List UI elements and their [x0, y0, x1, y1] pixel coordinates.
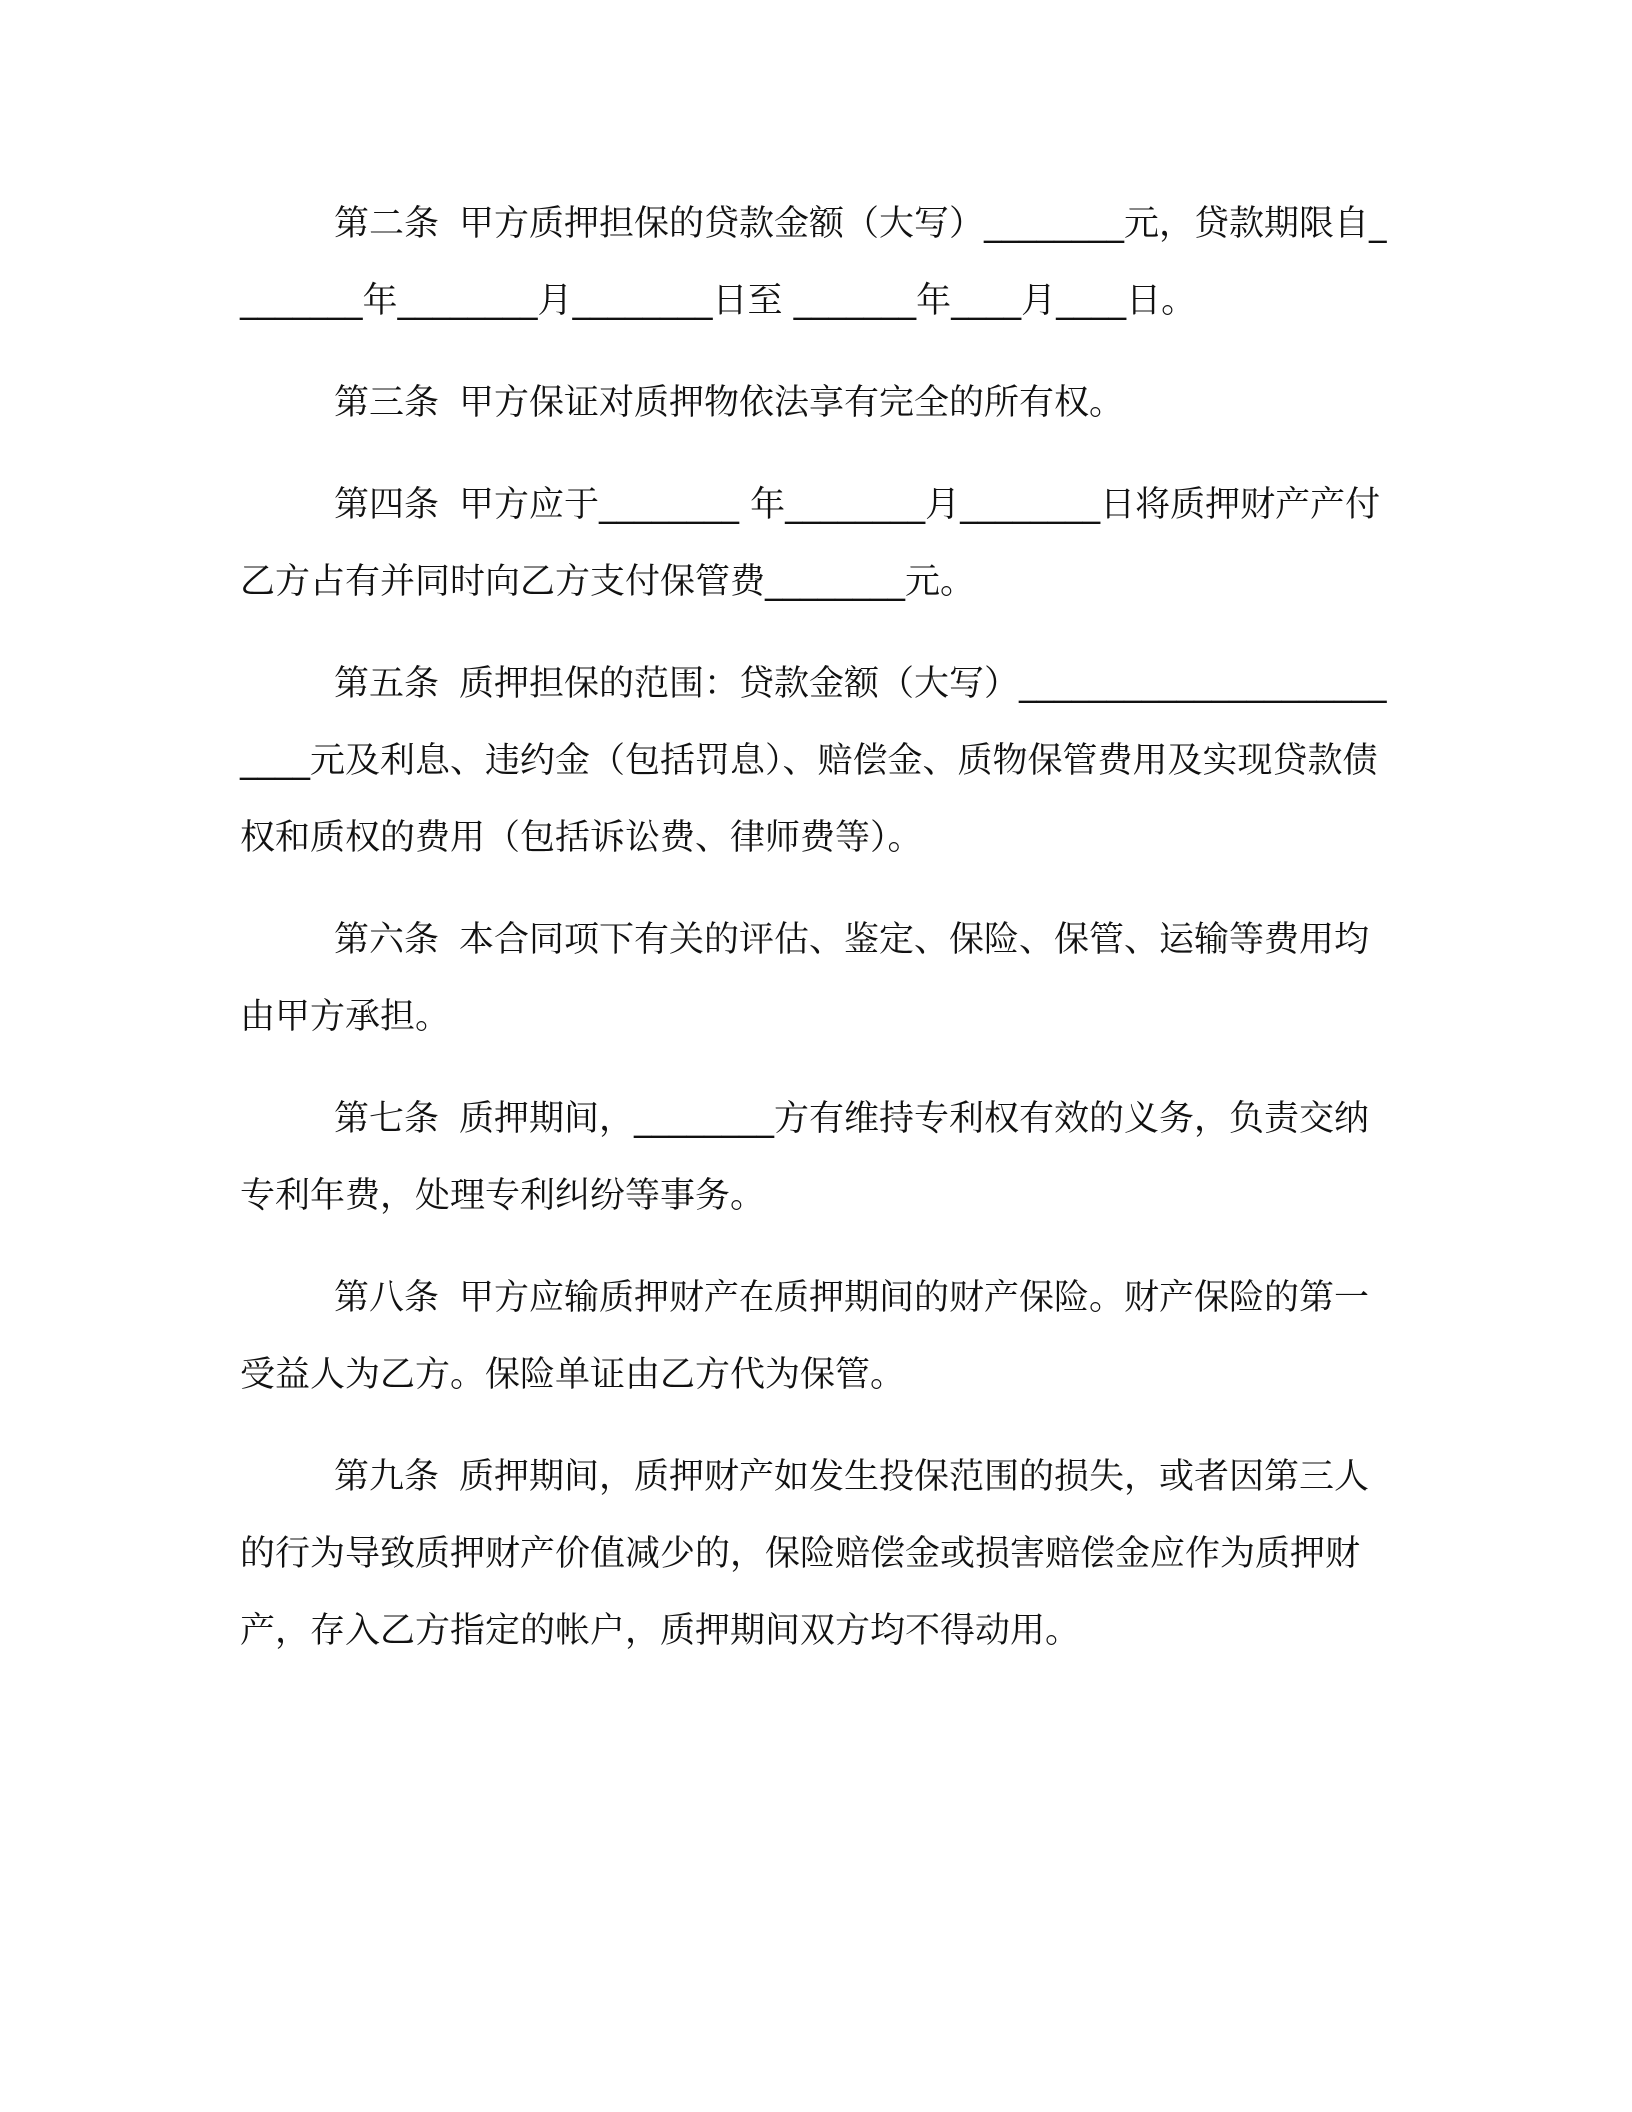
contract-body: [240, 186, 1390, 1695]
clause-3: [240, 365, 1390, 442]
clause-text: 质押期间，质押财产如发生投保范围的损失，或者因第三人的行为导致质押财产价值减少的，保险赔偿金或损害赔偿金应作为质押财产，存入乙方指定的帐户，质押期间双方均不得动用。: [240, 1457, 1370, 1651]
clause-number: 第二条: [334, 204, 440, 244]
clause-text: 甲方应输质押财产在质押期间的财产保险。财产保险的第一受益人为乙方。保险单证由乙方代为保管。: [240, 1278, 1370, 1395]
clause-9: [240, 1439, 1390, 1670]
clause-number: 第五条: [334, 664, 440, 704]
clause-number: 第八条: [334, 1278, 440, 1318]
clause-6: [240, 902, 1390, 1056]
clause-number: 第四条: [334, 485, 440, 525]
clause-text: 质押担保的范围：贷款金额（大写）_________________________元及利息、违约金（包括罚息）、赔偿金、质物保管费用及实现贷款债权和质权的费用（包括诉讼费、律师费等）。: [240, 664, 1387, 858]
clause-7: [240, 1081, 1390, 1235]
clause-number: 第九条: [334, 1457, 440, 1497]
clause-2: [240, 186, 1390, 340]
clause-4: [240, 467, 1390, 621]
clause-text: 甲方保证对质押物依法享有完全的所有权。: [459, 383, 1125, 423]
clause-5: [240, 646, 1390, 877]
clause-number: 第三条: [334, 383, 440, 423]
clause-text: 甲方应于________ 年________月________日将质押财产产付乙方占有并同时向乙方支付保管费________元。: [240, 485, 1381, 602]
clause-text: 甲方质押担保的贷款金额（大写）________元，贷款期限自________年________月________日至 _______年____月____日。: [240, 204, 1387, 321]
clause-text: 质押期间，________方有维持专利权有效的义务，负责交纳专利年费，处理专利纠纷等事务。: [240, 1099, 1370, 1216]
clause-8: [240, 1260, 1390, 1414]
clause-number: 第六条: [334, 920, 440, 960]
clause-number: 第七条: [334, 1099, 440, 1139]
clause-text: 本合同项下有关的评估、鉴定、保险、保管、运输等费用均由甲方承担。: [240, 920, 1370, 1037]
